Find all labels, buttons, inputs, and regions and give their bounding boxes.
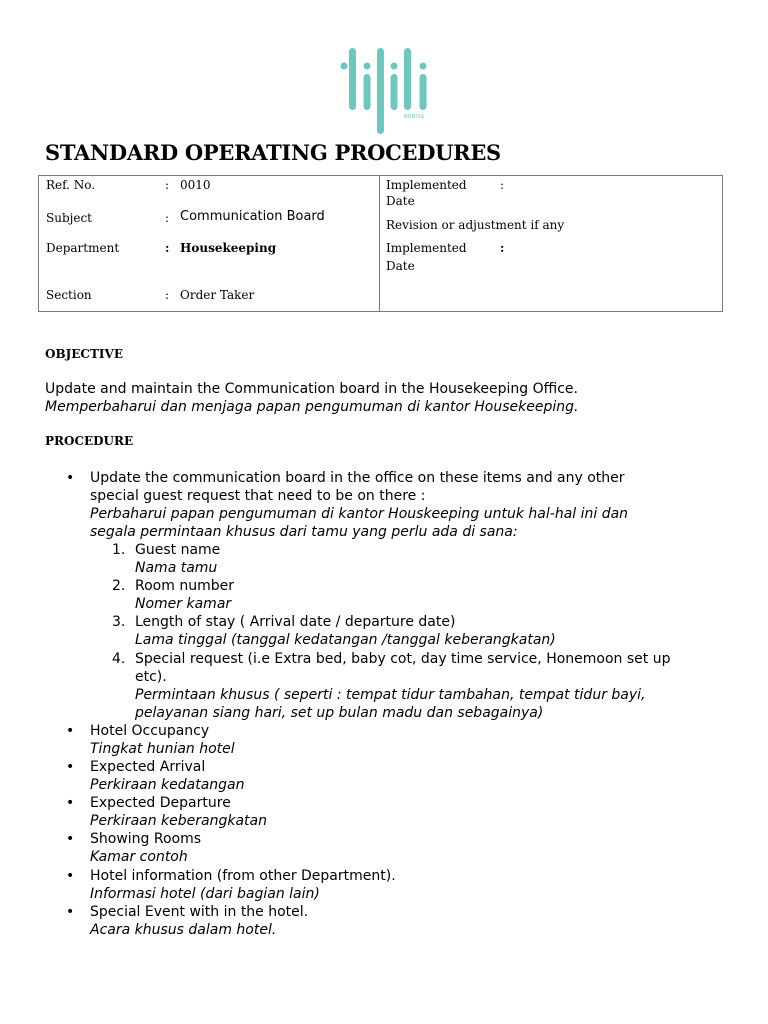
list-number: 1. — [112, 542, 126, 558]
bullet-marker: • — [66, 470, 75, 486]
implemented-label: Implemented — [386, 178, 467, 192]
date-label: Date — [386, 194, 415, 208]
numbered-item-id: Lama tinggal (tanggal kedatangan /tanggal keberangkatan) — [135, 632, 556, 648]
revision-label: Revision or adjustment if any — [386, 218, 565, 232]
bullet-item-id: Informasi hotel (dari bagian lain) — [90, 886, 320, 902]
list-number: 4. — [112, 651, 126, 667]
separator: : — [165, 211, 170, 225]
implemented-label: Implemented — [386, 241, 467, 255]
bullet-item-en: Hotel Occupancy — [90, 723, 210, 739]
bullet-marker: • — [66, 795, 75, 811]
bullet-item-id: Kamar contoh — [90, 849, 188, 865]
numbered-item-en: Special request (i.e Extra bed, baby cot, day time service, Honemoon set up — [135, 651, 671, 667]
subject-value: Communication Board — [180, 209, 325, 224]
bullet-marker: • — [66, 723, 75, 739]
bullet-item-en: Hotel information (from other Department). — [90, 868, 396, 884]
intro-en-line: Update the communication board in the office on these items and any other — [90, 470, 625, 486]
objective-text-en: Update and maintain the Communication board in the Housekeeping Office. — [45, 381, 578, 397]
objective-heading: OBJECTIVE — [45, 347, 123, 361]
ref-label: Ref. No. — [46, 178, 96, 192]
bullet-item-id: Acara khusus dalam hotel. — [90, 922, 277, 938]
numbered-item-id: pelayanan siang hari, set up bulan madu dan sebagainya) — [135, 705, 544, 721]
separator: : — [500, 178, 505, 192]
document-title: STANDARD OPERATING PROCEDURES — [45, 140, 501, 165]
bullet-item-en: Special Event with in the hotel. — [90, 904, 309, 920]
numbered-item-en: Guest name — [135, 542, 221, 558]
bullet-marker: • — [66, 904, 75, 920]
numbered-item-en: etc). — [135, 669, 167, 685]
table-divider — [379, 176, 380, 311]
bullet-item-en: Expected Departure — [90, 795, 231, 811]
bullet-item-id: Tingkat hunian hotel — [90, 741, 235, 757]
company-logo — [338, 44, 434, 136]
ref-value: 0010 — [180, 178, 211, 192]
bullet-item-id: Perkiraan kedatangan — [90, 777, 245, 793]
numbered-item-en: Length of stay ( Arrival date / departure date) — [135, 614, 456, 630]
numbered-item-en: Room number — [135, 578, 234, 594]
separator: : — [165, 288, 170, 302]
bullet-marker: • — [66, 831, 75, 847]
bullet-marker: • — [66, 868, 75, 884]
separator: : — [165, 241, 170, 255]
section-value: Order Taker — [180, 288, 255, 302]
bullet-item-en: Expected Arrival — [90, 759, 206, 775]
numbered-item-id: Nama tamu — [135, 560, 218, 576]
date-label: Date — [386, 259, 415, 273]
separator: : — [165, 178, 170, 192]
logo-brand-text: BENOA — [404, 114, 425, 120]
procedure-heading: PROCEDURE — [45, 434, 134, 448]
list-number: 3. — [112, 614, 126, 630]
intro-en-line: special guest request that need to be on there : — [90, 488, 426, 504]
numbered-item-id: Permintaan khusus ( seperti : tempat tidur tambahan, tempat tidur bayi, — [135, 687, 646, 703]
numbered-item-id: Nomer kamar — [135, 596, 232, 612]
section-label: Section — [46, 288, 92, 302]
separator: : — [500, 241, 505, 255]
intro-id-line: segala permintaan khusus dari tamu yang perlu ada di sana: — [90, 524, 518, 540]
subject-label: Subject — [46, 211, 92, 225]
list-number: 2. — [112, 578, 126, 594]
bullet-item-en: Showing Rooms — [90, 831, 202, 847]
bullet-marker: • — [66, 759, 75, 775]
department-value: Housekeeping — [180, 241, 277, 255]
intro-id-line: Perbaharui papan pengumuman di kantor Houskeeping untuk hal-hal ini dan — [90, 506, 629, 522]
bullet-item-id: Perkiraan keberangkatan — [90, 813, 267, 829]
objective-text-id: Memperbaharui dan menjaga papan pengumuman di kantor Housekeeping. — [45, 399, 579, 415]
department-label: Department — [46, 241, 120, 255]
info-table — [38, 175, 723, 312]
